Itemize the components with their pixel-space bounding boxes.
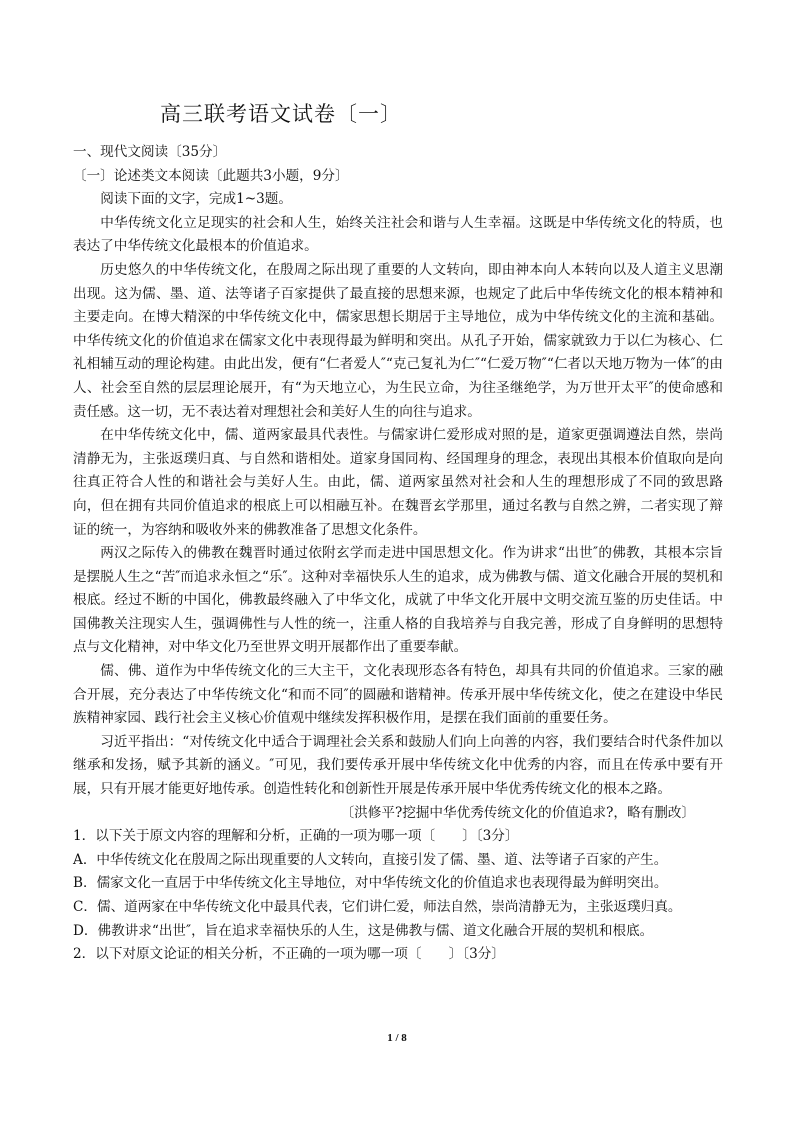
reading-instruction: 阅读下面的文字，完成1~3题。 [100,191,292,208]
subsection-heading: 〔一〕论述类文本阅读〔此题共3小题，9分〕 [73,167,349,184]
exam-content [73,141,723,967]
question-1-option-b: B．儒家文化一直居于中华传统文化主导地位，对中华传统文化的价值追求也表现得最为鲜明突出。 [73,875,668,892]
question-1-option-a: A．中华传统文化在殷周之际出现重要的人文转向，直接引发了儒、墨、道、法等诸子百家的产生。 [73,851,668,868]
exam-title: 高三联考语文试卷〔一〕 [160,102,402,126]
passage-paragraph-5: 儒、佛、道作为中华传统文化的三大主干，文化表现形态各有特色，却具有共同的价值追求。三家的融合开展，充分表达了中华传统文化“和而不同″的圆融和谐精神。传承开展中华传统文化，使之在建设中华民族精神家园、践行社会主义核心价值观中继续发挥积极作用，是摆在我们面前的重要任务。 [73,663,723,727]
passage-paragraph-2: 历史悠久的中华传统文化，在殷周之际出现了重要的人文转向，即由神本向人本转向以及人道主义思潮出现。这为儒、墨、道、法等诸子百家提供了最直接的思想来源，也规定了此后中华传统文化的根本精神和主要走向。在博大精深的中华传统文化中，儒家思想长期居于主导地位，成为中华传统文化的主流和基础。中华传统文化的价值追求在儒家文化中表现得最为鲜明和突出。从孔子开始，儒家就致力于以仁为核心、仁礼相辅互动的理论构建。由此出发，便有“仁者爱人″“克己复礼为仁″“仁爱万物″“仁者以天地万物为一体″的由人、社会至自然的层层理论展开，有“为天地立心，为生民立命，为往圣继绝学，为万世开太平″的使命感和责任感。这一切，无不表达着对理想社会和美好人生的向往与追求。 [73,261,723,420]
passage-paragraph-6: 习近平指出：“对传统文化中适合于调理社会关系和鼓励人们向上向善的内容，我们要结合时代条件加以继承和发扬，赋予其新的涵义。″可见，我们要传承开展中华传统文化中优秀的内容，而且在传承中要有开展，只有开展才能更好地传承。创造性转化和创新性开展是传承开展中华优秀传统文化的根本之路。 [73,733,723,798]
question-1-stem: 1．以下关于原文内容的理解和分析，正确的一项为哪一项〔 〕〔3分〕 [73,828,519,845]
passage-paragraph-4: 两汉之际传入的佛教在魏晋时通过依附玄学而走进中国思想文化。作为讲求“出世″的佛教，其根本宗旨是摆脱人生之“苦″而追求永恒之“乐″。这种对幸福快乐人生的追求，成为佛教与儒、道文化融合开展的契机和根底。经过不断的中国化，佛教最终融入了中华文化，成就了中华文化开展中文明交流互鉴的历史佳话。中国佛教关注现实人生，强调佛性与人性的统一，注重人格的自我培养与自我完善，形成了自身鲜明的思想特点与文化精神，对中华文化乃至世界文明开展都作出了重要奉献。 [73,545,723,656]
section-heading: 一、现代文阅读〔35分〕 [73,144,227,160]
question-2-stem: 2．以下对原文论证的相关分析，不正确的一项为哪一项〔 〕〔3分〕 [73,946,505,963]
question-1-option-c: C．儒、道两家在中华传统文化中最具代表，它们讲仁爱，师法自然，崇尚清静无为，主张返璞归真。 [73,899,682,915]
passage-source: 〔洪修平?挖掘中华优秀传统文化的价值追求?，略有删改〕 [340,804,695,821]
question-1-options [73,849,723,943]
passage-paragraph-3: 在中华传统文化中，儒、道两家最具代表性。与儒家讲仁爱形成对照的是，道家更强调遵法自然，崇尚清静无为，主张返璞归真、与自然和谐相处。道家身国同构、经国理身的理念，表现出其根本价值取向是向往真正符合人性的和谐社会与美好人生。由此，儒、道两家虽然对社会和人生的理想形成了不同的致思路向，但在拥有共同价值追求的根底上可以相融互补。在魏晋玄学那里，通过名教与自然之辨，二者实现了辩证的统一，为容纳和吸收外来的佛教准备了思想文化条件。 [73,427,723,538]
page-number: 1 / 8 [387,1032,407,1044]
passage-paragraph-1: 中华传统文化立足现实的社会和人生，始终关注社会和谐与人生幸福。这既是中华传统文化的特质，也表达了中华传统文化最根本的价值追求。 [73,214,723,255]
question-1-option-d: D．佛教讲求“出世″，旨在追求幸福快乐的人生，这是佛教与儒、道文化融合开展的契机和根底。 [73,922,654,939]
